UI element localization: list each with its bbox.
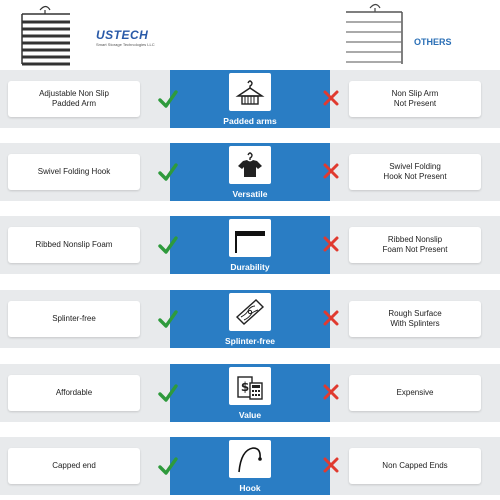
feature-label: Padded arms [223,116,277,126]
others-feature-text: Rough Surface With Splinters [349,301,481,337]
cross-icon [322,235,340,253]
others-label: OTHERS [414,37,452,47]
feature-label: Durability [230,262,270,272]
cross-icon [322,162,340,180]
feature-label: Hook [239,483,261,493]
header [0,0,500,70]
feature-label: Value [238,410,262,420]
comparison-row [0,143,500,201]
check-icon [158,456,178,476]
comparison-row [0,216,500,274]
check-icon [158,383,178,403]
ustech-feature-text: Affordable [8,375,140,411]
check-icon [158,89,178,109]
comparison-row [0,290,500,348]
wood-board-icon [229,293,271,331]
comparison-row [0,364,500,422]
feature-tile [170,216,330,274]
others-feature-text: Non Capped Ends [349,448,481,484]
ustech-feature-text: Adjustable Non Slip Padded Arm [8,81,140,117]
money-calculator-icon [229,367,271,405]
feature-label: Splinter-free [224,336,276,346]
others-feature-text: Ribbed Nonslip Foam Not Present [349,227,481,263]
comparison-row [0,70,500,128]
brand-logo: USTECH [96,28,149,42]
competitor-hanger-icon [342,0,406,68]
svg-text:$: $ [240,380,250,394]
ustech-feature-text: Capped end [8,448,140,484]
cross-icon [322,383,340,401]
feature-tile [170,70,330,128]
multi-bar-hanger-icon [18,2,78,68]
check-icon [158,162,178,182]
cross-icon [322,89,340,107]
feature-tile [170,437,330,495]
feature-tile [170,143,330,201]
check-icon [158,309,178,329]
cross-icon [322,456,340,474]
ustech-feature-text: Splinter-free [8,301,140,337]
hanger-icon [229,73,271,111]
others-feature-text: Non Slip Arm Not Present [349,81,481,117]
others-feature-text: Swivel Folding Hook Not Present [349,154,481,190]
tshirt-hanger-icon [229,146,271,184]
brand-tagline: Smart Storage Technologies LLC [96,42,155,47]
others-feature-text: Expensive [349,375,481,411]
feature-tile [170,364,330,422]
feature-label: Versatile [232,189,268,199]
feature-tile [170,290,330,348]
cross-icon [322,309,340,327]
hook-icon [229,440,271,478]
ustech-feature-text: Swivel Folding Hook [8,154,140,190]
ustech-feature-text: Ribbed Nonslip Foam [8,227,140,263]
comparison-row [0,437,500,495]
check-icon [158,235,178,255]
foam-bar-icon [229,219,271,257]
